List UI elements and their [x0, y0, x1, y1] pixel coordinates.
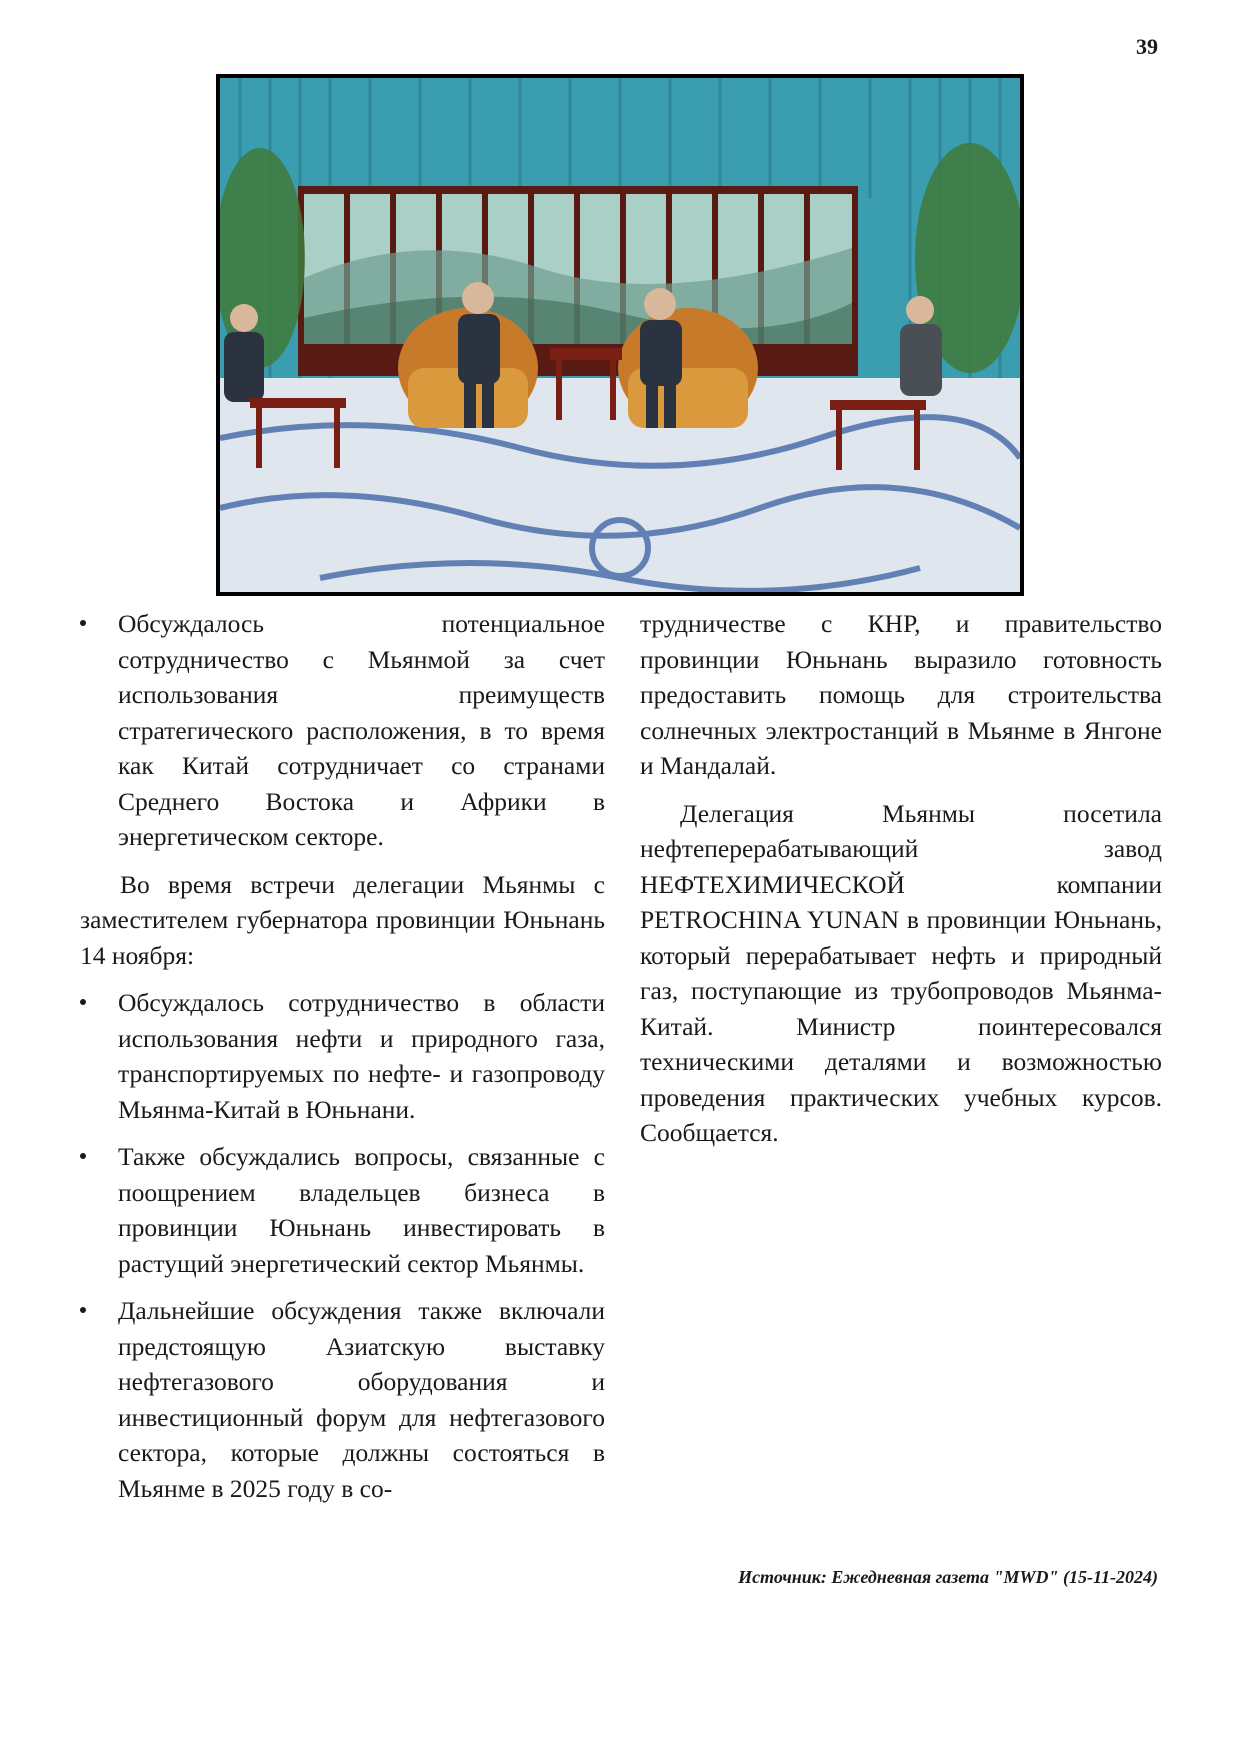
bullet-icon — [80, 1307, 86, 1313]
left-column — [80, 606, 605, 1518]
meeting-photo — [216, 74, 1024, 596]
bullet-text: Обсуждалось потенциальное сотрудничество с Мьянмой за счет использования преимуществ стратегического расположения, в то время как Китай сотрудничает со странами Среднего Востока и Африки в энергетическом секторе. — [118, 609, 605, 851]
paragraph: Делегация Мьянмы посетила нефтеперерабатывающий завод НЕФТЕХИМИЧЕСКОЙ компании PETROCHINA YUNAN в провинции Юньнань, который перерабатывает нефть и природный газ, поступающие из трубопроводов Мьянма-Китай. Министр поинтересовался техническими деталями и возможностью проведения практических учебных курсов. Сообщается. — [640, 798, 1162, 1147]
bullet-text: Дальнейшие обсуждения также включали предстоящую Азиатскую выставку нефтегазового оборудования и инвестиционный форум для нефтегазового сектора, которые должны состояться в Мьянме в 2025 году в со- — [118, 1296, 605, 1503]
list-item — [80, 985, 605, 1127]
bullet-text: Также обсуждались вопросы, связанные с поощрением владельцев бизнеса в провинции Юньнань инвестировать в растущий энергетический сектор Мьянмы. — [118, 1142, 605, 1278]
bullet-list-2 — [80, 985, 605, 1506]
bullet-text: Обсуждалось сотрудничество в области использования нефти и природного газа, транспортируемых по нефте- и газопроводу Мьянма-Китай в Юньнани. — [118, 988, 605, 1124]
paragraph: Во время встречи делегации Мьянмы с заместителем губернатора провинции Юньнань 14 ноября: — [80, 869, 605, 970]
source-citation: Источник: Ежедневная газета "MWD" (15-11-2024) — [738, 1567, 1158, 1587]
right-column — [640, 606, 1162, 1163]
bullet-icon — [80, 999, 86, 1005]
meeting-photo-icon — [220, 78, 1020, 592]
continuation-paragraph: трудничестве с КНР, и правительство провинции Юньнань выразило готовность предоставить помощь для строительства солнечных электростанций в Мьянме в Янгоне и Мандалай. — [640, 609, 1162, 780]
bullet-icon — [80, 1153, 86, 1159]
page-number: 39 — [1136, 34, 1158, 59]
bullet-list-1 — [80, 606, 605, 855]
list-item — [80, 1293, 605, 1506]
list-item — [80, 606, 605, 855]
bullet-icon — [80, 620, 86, 626]
list-item — [80, 1139, 605, 1281]
